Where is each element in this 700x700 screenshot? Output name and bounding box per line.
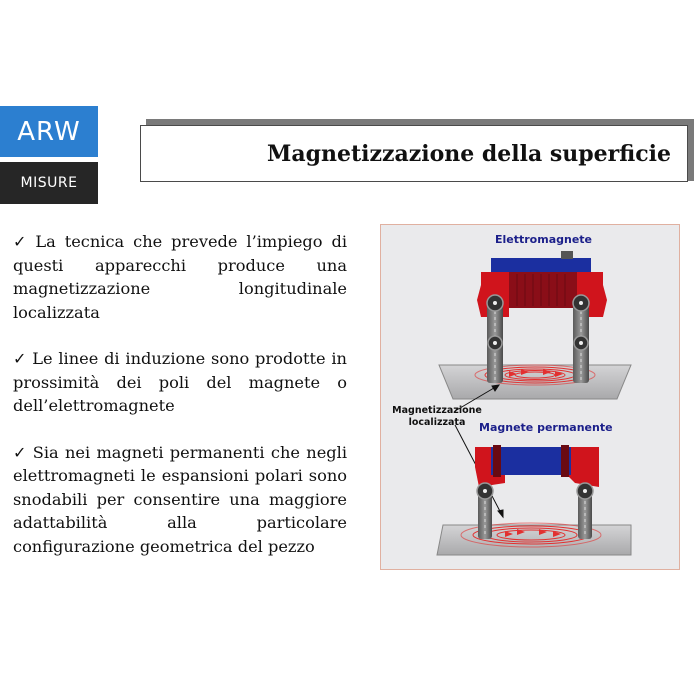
logo-subtitle: MISURE: [0, 162, 98, 204]
label-electromagnet: Elettromagnete: [495, 233, 593, 246]
slide-title: Magnetizzazione della superficie: [266, 140, 671, 167]
permanent-magnet-bar: [491, 447, 571, 475]
bullet-item: [13, 441, 347, 559]
electromagnet: [439, 251, 631, 399]
magnet-illustration: [381, 225, 679, 569]
check-icon: ✓: [13, 349, 28, 368]
title-box: [140, 125, 688, 182]
bullet-item: [13, 347, 347, 418]
arw-logo: [0, 106, 98, 204]
label-magnetization-line1: Magnetizzazione: [392, 405, 482, 416]
label-localized-magnetization: [389, 405, 485, 429]
logo-brand: ARW: [0, 106, 98, 157]
right-pole-permanent: [567, 447, 599, 487]
label-permanent-magnet: Magnete permanente: [479, 421, 613, 434]
bullet-text: Le linee di induzione sono prodotte in prossimità dei poli del magnete o dell’elettromagnete: [13, 349, 347, 415]
electromagnet-top-bar: [491, 258, 591, 274]
electromagnet-connector: [561, 251, 573, 259]
bullet-item: [13, 230, 347, 324]
bullet-text: Sia nei magneti permanenti che negli elettromagneti le espansioni polari sono snodabili per consentire una maggiore adattabilità alla particolare configurazione geometrica del pezzo: [13, 442, 347, 556]
bullet-text: La tecnica che prevede l’impiego di questi apparecchi produce una magnetizzazione longitudinale localizzata: [13, 232, 347, 322]
magnet-diagram: [380, 224, 680, 570]
permanent-magnet: [437, 445, 631, 555]
pivot-joints-bottom: [477, 483, 593, 499]
label-magnetization-line2: localizzata: [408, 417, 466, 428]
coil-block: [509, 272, 577, 308]
check-icon: ✓: [13, 232, 31, 251]
bullet-list: [13, 230, 347, 581]
check-icon: ✓: [13, 442, 28, 462]
